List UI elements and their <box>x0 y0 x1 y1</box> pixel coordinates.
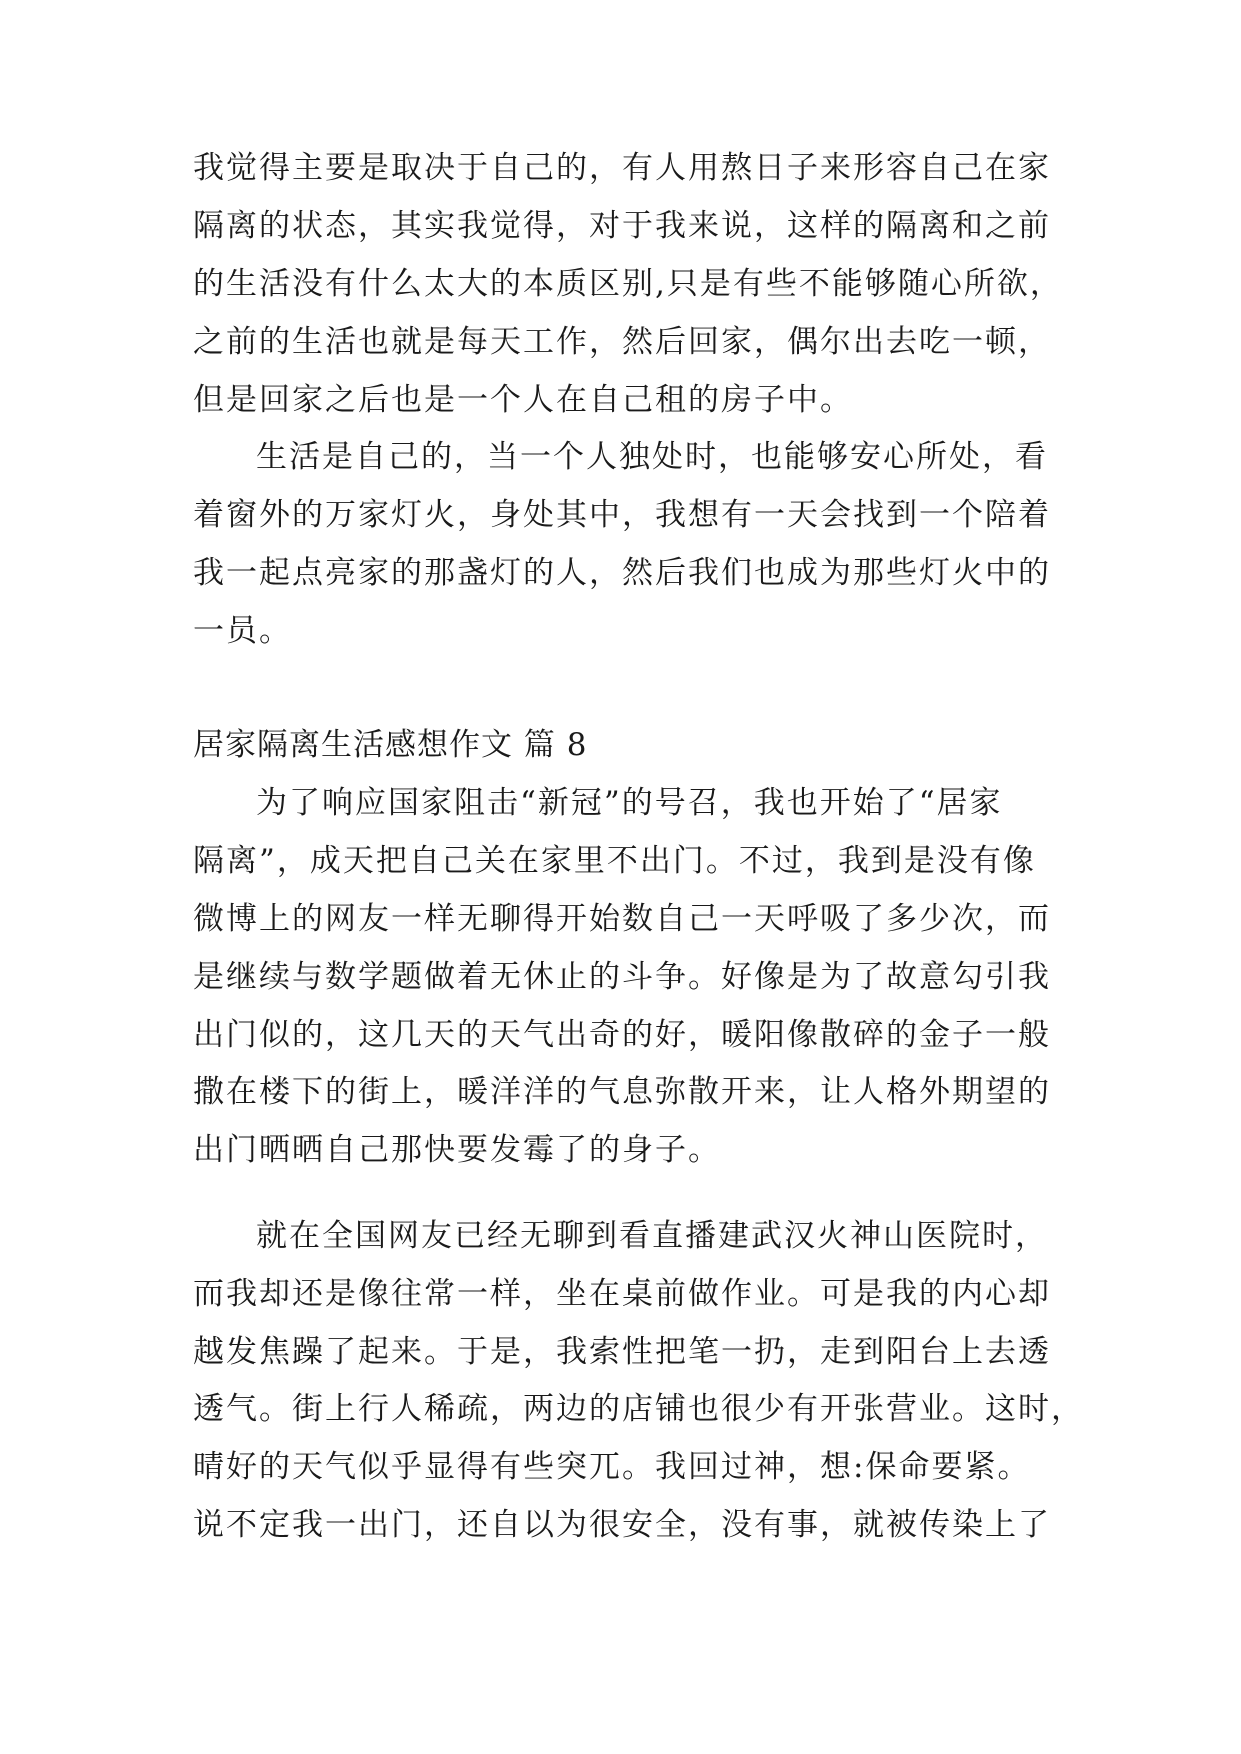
section-heading: 居家隔离生活感想作文 篇 8 <box>193 727 588 763</box>
paragraph-line: 的生活没有什么太大的本质区别,只是有些不能够随心所欲， <box>193 266 1063 302</box>
paragraph-line: 就在全国网友已经无聊到看直播建武汉火神山医院时， <box>256 1218 1048 1254</box>
paragraph-line: 我一起点亮家的那盏灯的人，然后我们也成为那些灯火中的 <box>193 555 1051 591</box>
paragraph-line: 隔离的状态，其实我觉得，对于我来说，这样的隔离和之前 <box>193 208 1051 244</box>
paragraph-line: 撒在楼下的街上，暖洋洋的气息弥散开来，让人格外期望的 <box>193 1074 1051 1110</box>
paragraph-line: 我觉得主要是取决于自己的，有人用熬日子来形容自己在家 <box>193 150 1051 186</box>
paragraph-line: 隔离”，成天把自己关在家里不出门。不过，我到是没有像 <box>193 843 1036 879</box>
paragraph-line: 但是回家之后也是一个人在自己租的房子中。 <box>193 382 853 418</box>
paragraph-line: 晴好的天气似乎显得有些突兀。我回过神，想:保命要紧。 <box>193 1449 1031 1485</box>
paragraph-line: 之前的生活也就是每天工作，然后回家，偶尔出去吃一顿， <box>193 324 1051 360</box>
paragraph-line: 为了响应国家阻击“新冠”的号召，我也开始了“居家 <box>256 785 1003 821</box>
paragraph-line: 是继续与数学题做着无休止的斗争。好像是为了故意勾引我 <box>193 959 1051 995</box>
paragraph-line: 微博上的网友一样无聊得开始数自己一天呼吸了多少次，而 <box>193 901 1051 937</box>
paragraph-line: 生活是自己的，当一个人独处时，也能够安心所处，看 <box>256 439 1048 475</box>
paragraph-line: 出门晒晒自己那快要发霉了的身子。 <box>193 1132 721 1168</box>
paragraph-line: 一员。 <box>193 613 292 649</box>
paragraph-line: 出门似的，这几天的天气出奇的好，暖阳像散碎的金子一般 <box>193 1017 1051 1053</box>
paragraph-line: 说不定我一出门，还自以为很安全，没有事，就被传染上了 <box>193 1507 1051 1543</box>
paragraph-line: 而我却还是像往常一样，坐在桌前做作业。可是我的内心却 <box>193 1276 1051 1312</box>
paragraph-line: 着窗外的万家灯火，身处其中，我想有一天会找到一个陪着 <box>193 497 1051 533</box>
paragraph-line: 透气。街上行人稀疏，两边的店铺也很少有开张营业。这时， <box>193 1391 1084 1427</box>
paragraph-line: 越发焦躁了起来。于是，我索性把笔一扔，走到阳台上去透 <box>193 1334 1051 1370</box>
